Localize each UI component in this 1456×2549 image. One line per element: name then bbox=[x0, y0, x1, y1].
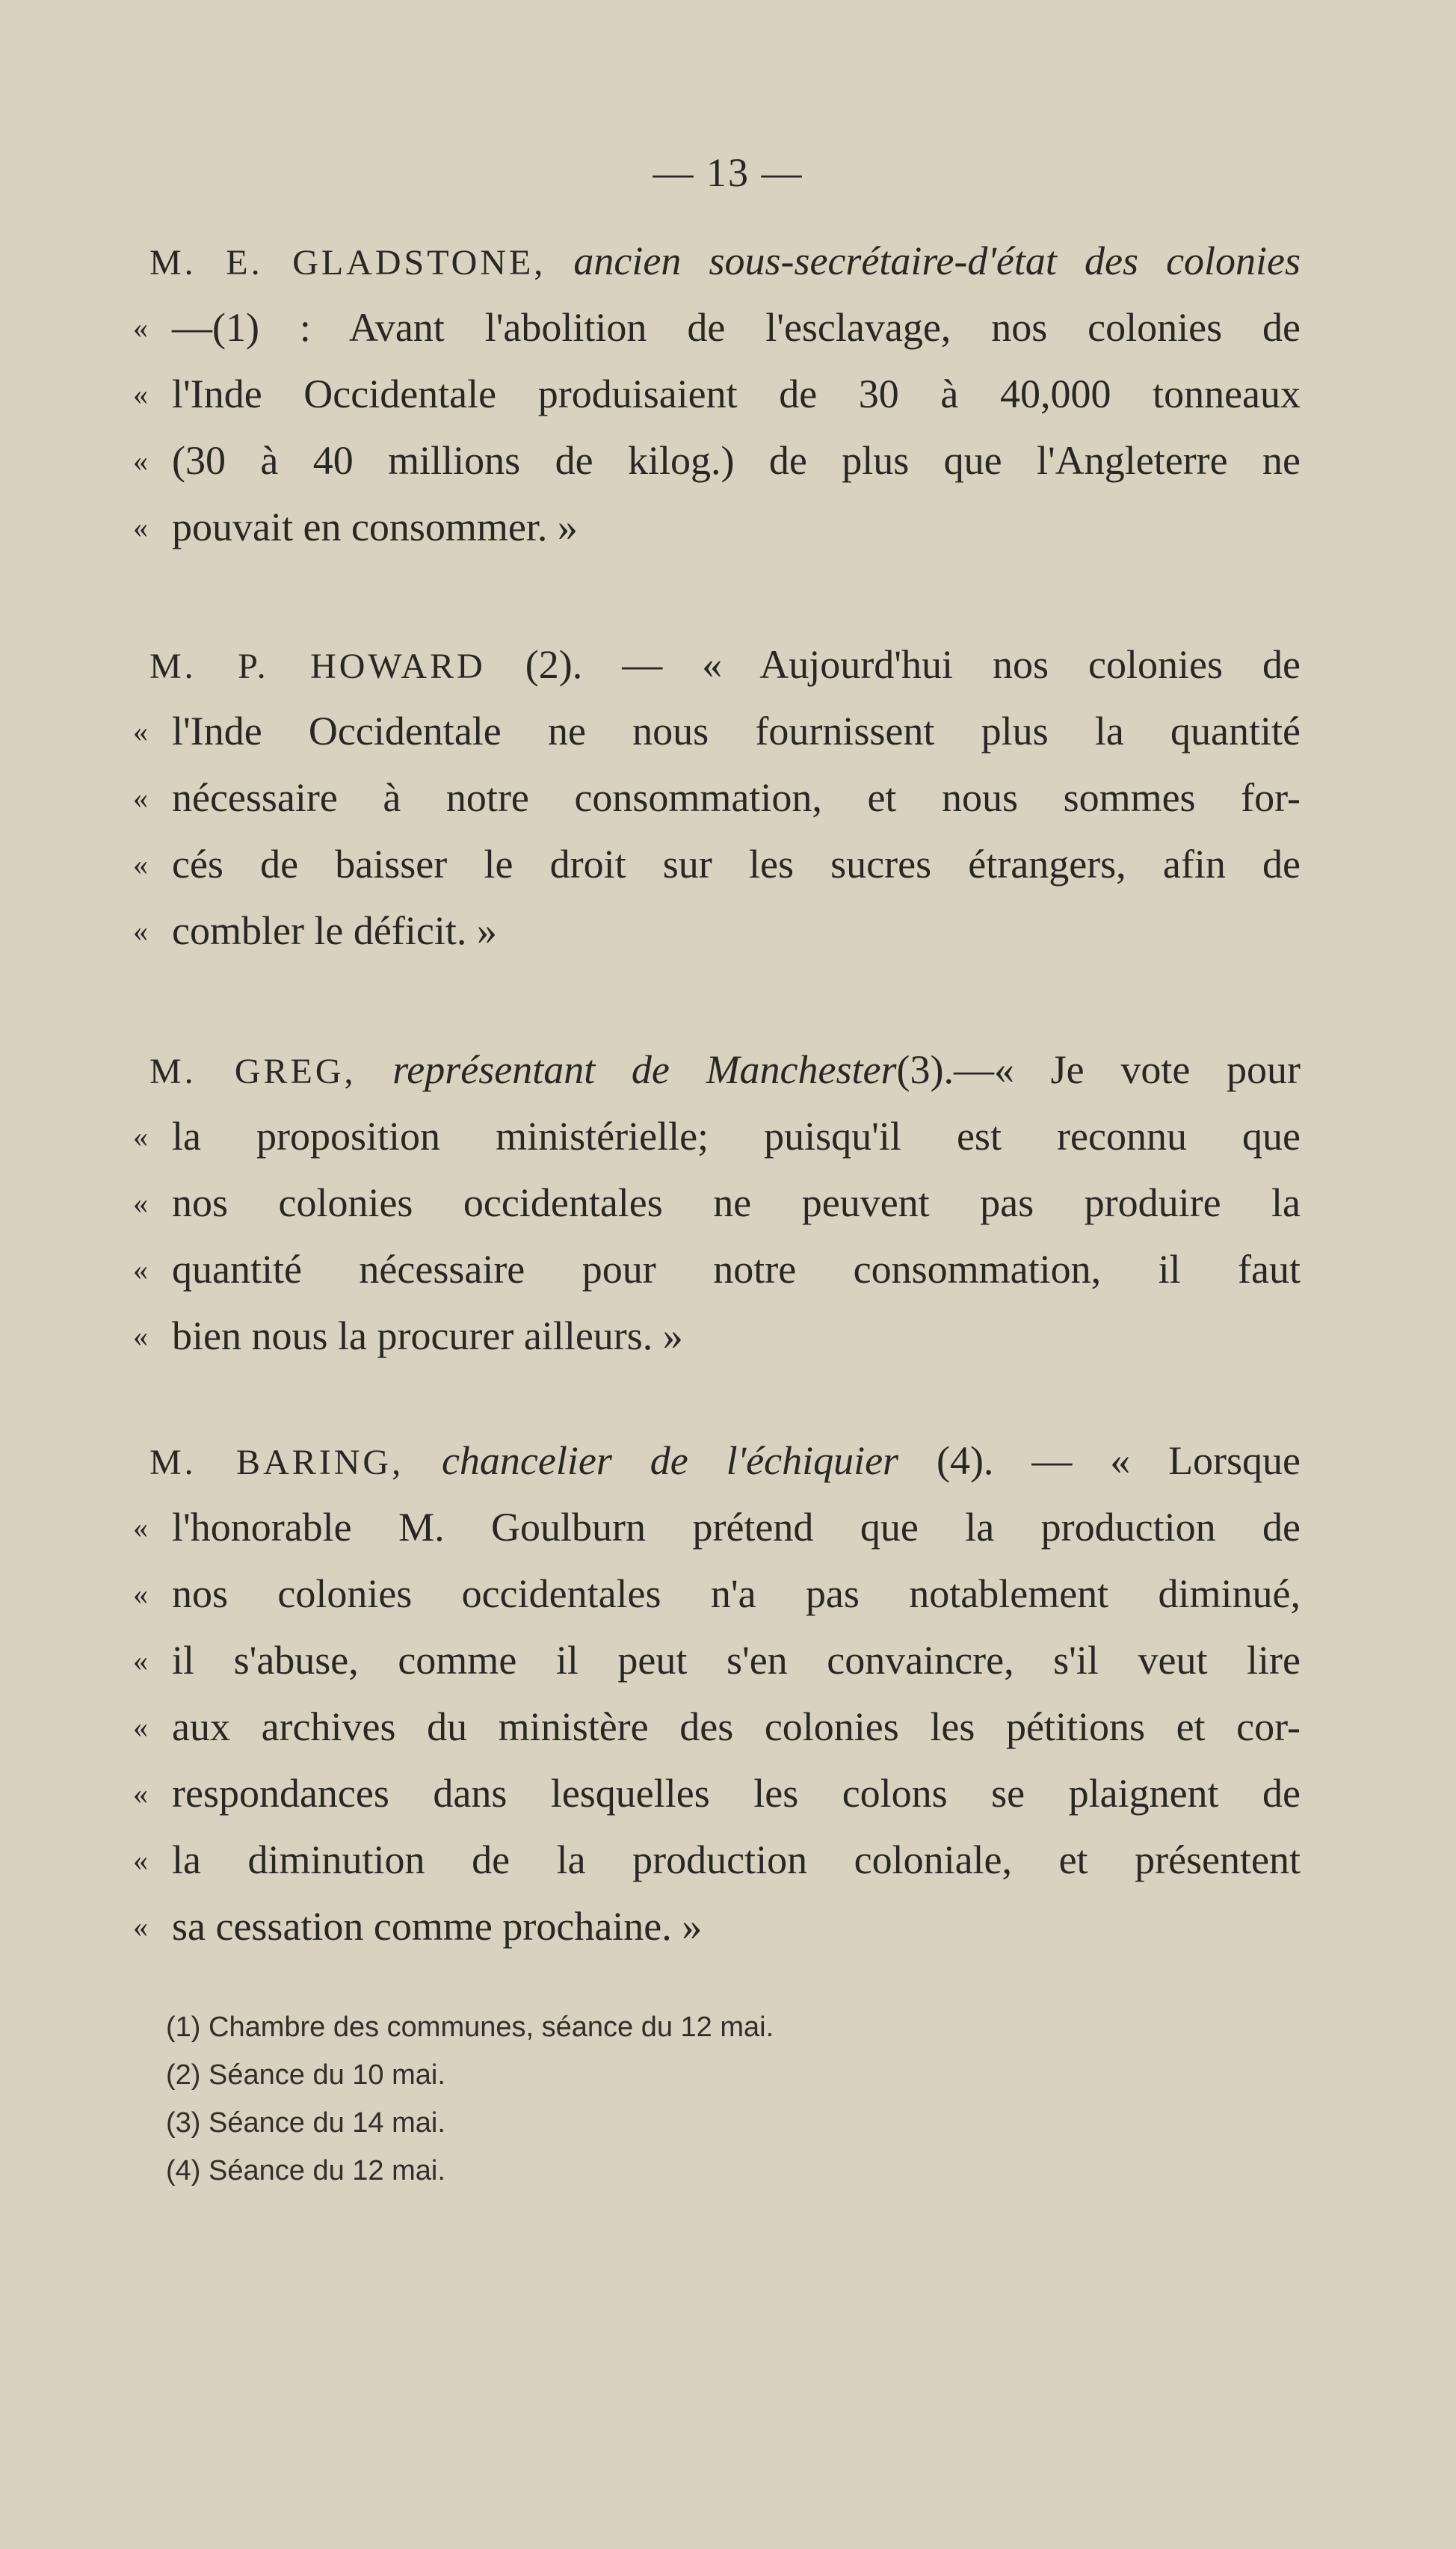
footnote: (4) Séance du 12 mai. bbox=[166, 2155, 445, 2186]
text-line: « quantité nécessaire pour notre consommation, il faut bbox=[149, 1236, 1301, 1303]
quote-mark: « bbox=[133, 914, 148, 948]
speaker-name: M. GREG, bbox=[149, 1052, 357, 1091]
quote-mark: « bbox=[133, 1120, 148, 1153]
speech-heading bbox=[149, 632, 1301, 698]
quote-mark: « bbox=[133, 1910, 148, 1944]
quote-mark: « bbox=[133, 1253, 148, 1286]
speaker-title: chancelier de l'échiquier bbox=[441, 1438, 899, 1483]
footnote: (1) Chambre des communes, séance du 12 mai. bbox=[166, 2012, 774, 2043]
speech-opening: (4). — « Lorsque bbox=[936, 1438, 1301, 1483]
text-line: « —(1) : Avant l'abolition de l'esclavage, nos colonies de bbox=[149, 295, 1301, 361]
quote-mark: « bbox=[133, 1843, 148, 1877]
text-line: « l'honorable M. Goulburn prétend que la production de bbox=[149, 1494, 1301, 1561]
text-line: « aux archives du ministère des colonies les pétitions et cor- bbox=[149, 1694, 1301, 1760]
speech-greg bbox=[133, 1037, 1301, 1369]
speaker-name: M. BARING, bbox=[149, 1443, 404, 1482]
quote-mark: « bbox=[133, 715, 148, 748]
speech-heading bbox=[149, 228, 1301, 295]
footnote: (2) Séance du 10 mai. bbox=[166, 2059, 445, 2091]
speaker-name: M. E. GLADSTONE, bbox=[149, 243, 546, 283]
quote-mark: « bbox=[133, 511, 148, 544]
text-line: « bien nous la procurer ailleurs. » bbox=[149, 1303, 1301, 1369]
footnote: (3) Séance du 14 mai. bbox=[166, 2107, 445, 2139]
text-line: « la diminution de la production coloniale, et présentent bbox=[149, 1827, 1301, 1893]
text-line: « pouvait en consommer. » bbox=[149, 494, 1301, 561]
quote-mark: « bbox=[133, 848, 148, 881]
quote-mark: « bbox=[133, 1710, 148, 1744]
text-line: « nécessaire à notre consommation, et nous sommes for- bbox=[149, 765, 1301, 831]
text-line: « respondances dans lesquelles les colons se plaignent de bbox=[149, 1760, 1301, 1827]
text-line: « combler le déficit. » bbox=[149, 898, 1301, 964]
speech-heading bbox=[149, 1037, 1301, 1103]
speech-baring bbox=[133, 1428, 1301, 1960]
text-line: « sa cessation comme prochaine. » bbox=[149, 1893, 1301, 1960]
footnotes bbox=[166, 2003, 774, 2195]
speech-opening: (3).—« Je vote pour bbox=[896, 1047, 1301, 1092]
text-line: « il s'abuse, comme il peut s'en convaincre, s'il veut lire bbox=[149, 1627, 1301, 1694]
speech-heading bbox=[149, 1428, 1301, 1494]
speaker-title: ancien sous-secrétaire-d'état des colonies bbox=[573, 238, 1301, 283]
text-line: « nos colonies occidentales ne peuvent pas produire la bbox=[149, 1170, 1301, 1236]
speech-howard bbox=[133, 632, 1301, 964]
quote-mark: « bbox=[133, 1577, 148, 1611]
quote-mark: « bbox=[133, 444, 148, 478]
quote-mark: « bbox=[133, 1186, 148, 1220]
text-line: « la proposition ministérielle; puisqu'il est reconnu que bbox=[149, 1103, 1301, 1170]
quote-mark: « bbox=[133, 1511, 148, 1544]
text-line: « l'Inde Occidentale ne nous fournissent plus la quantité bbox=[149, 698, 1301, 765]
text-line: « l'Inde Occidentale produisaient de 30 à 40,000 tonneaux bbox=[149, 361, 1301, 428]
quote-mark: « bbox=[133, 1777, 148, 1810]
speech-gladstone bbox=[133, 228, 1301, 561]
quote-mark: « bbox=[133, 1319, 148, 1353]
text-line: « cés de baisser le droit sur les sucres étrangers, afin de bbox=[149, 831, 1301, 898]
speech-opening: (2). — « Aujourd'hui nos colonies de bbox=[525, 642, 1301, 687]
page-number: — 13 — bbox=[653, 150, 803, 195]
quote-mark: « bbox=[133, 781, 148, 815]
quote-mark: « bbox=[133, 1644, 148, 1677]
speaker-title: représentant de Manchester bbox=[392, 1047, 897, 1092]
speaker-name: M. P. HOWARD bbox=[149, 647, 486, 686]
text-line: « (30 à 40 millions de kilog.) de plus que l'Angleterre ne bbox=[149, 428, 1301, 494]
quote-mark: « bbox=[133, 377, 148, 411]
text-line: « nos colonies occidentales n'a pas notablement diminué, bbox=[149, 1561, 1301, 1627]
quote-mark: « bbox=[133, 311, 148, 345]
